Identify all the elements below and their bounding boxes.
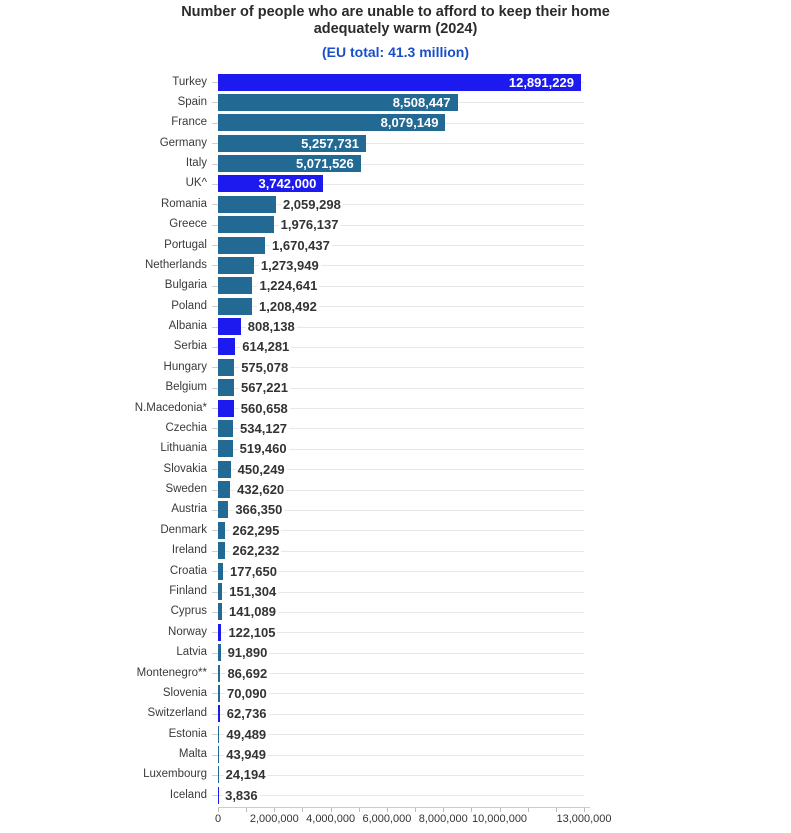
row-gridline <box>218 795 584 796</box>
value-label: 122,105 <box>228 624 276 640</box>
bar-ireland <box>218 542 225 559</box>
bar-estonia <box>218 726 219 743</box>
x-axis-tick-label: 0 <box>214 813 222 825</box>
bar-albania <box>218 318 241 335</box>
category-label: N.Macedonia* <box>134 401 207 414</box>
row-gridline <box>218 775 584 776</box>
row-gridline <box>218 714 584 715</box>
category-label: Estonia <box>168 727 207 740</box>
category-label: Switzerland <box>147 707 207 720</box>
category-label: Denmark <box>160 523 207 536</box>
category-label: Netherlands <box>144 258 207 271</box>
chart-title-line1: Number of people who are unable to afford to keep their home <box>181 4 610 20</box>
value-label: 151,304 <box>229 584 277 599</box>
x-axis-tick <box>246 808 247 812</box>
category-label: Albania <box>168 320 207 333</box>
category-label: Turkey <box>172 75 207 88</box>
bar-netherlands <box>218 257 254 274</box>
x-axis-tick <box>359 808 360 812</box>
bar-latvia <box>218 644 221 661</box>
value-label: 62,736 <box>226 706 267 722</box>
value-label: 614,281 <box>242 339 290 355</box>
category-label: Austria <box>171 503 207 516</box>
category-label: Norway <box>168 625 207 638</box>
bar-czechia <box>218 420 233 437</box>
value-label: 70,090 <box>226 685 267 701</box>
category-label: Montenegro** <box>136 666 207 679</box>
x-axis-tick <box>387 808 388 812</box>
value-label: 1,208,492 <box>259 298 317 314</box>
value-label: 5,071,526 <box>295 156 354 172</box>
bar-slovenia <box>218 685 220 702</box>
chart-title-line2: adequately warm (2024) <box>313 20 478 37</box>
bar-luxembourg <box>218 766 219 783</box>
category-label: Ireland <box>171 544 207 557</box>
category-label: Poland <box>171 299 207 312</box>
bar-romania <box>218 196 276 213</box>
value-label: 366,350 <box>235 502 283 518</box>
category-label: Luxembourg <box>143 768 207 781</box>
x-axis-tick <box>443 808 444 812</box>
x-axis-tick-label: 4,000,000 <box>306 813 356 825</box>
value-label: 24,194 <box>225 767 266 783</box>
bar-norway <box>218 624 221 641</box>
bar-poland <box>218 298 252 315</box>
value-label: 12,891,229 <box>508 74 574 90</box>
category-label: Bulgaria <box>164 279 207 292</box>
x-axis-tick <box>331 808 332 812</box>
category-label: Finland <box>169 585 207 597</box>
value-label: 808,138 <box>247 319 295 335</box>
x-axis-tick <box>528 808 529 812</box>
value-label: 141,089 <box>228 604 276 620</box>
bar-slovakia <box>218 461 231 478</box>
category-label: Greece <box>169 218 207 231</box>
x-axis-tick-label: 6,000,000 <box>362 813 412 825</box>
bar-montenegro <box>218 665 220 682</box>
category-label: UK^ <box>185 177 207 190</box>
bar-hungary <box>218 359 234 376</box>
x-axis-tick <box>302 808 303 812</box>
x-axis-tick-label: 8,000,000 <box>418 813 468 825</box>
value-label: 534,127 <box>240 420 288 436</box>
category-label: Latvia <box>176 646 207 659</box>
row-gridline <box>218 734 584 735</box>
category-label: Sweden <box>165 483 207 496</box>
value-label: 2,059,298 <box>282 196 341 212</box>
x-axis-tick <box>471 808 472 812</box>
x-axis-tick <box>218 808 219 812</box>
category-label: Hungary <box>163 360 207 373</box>
value-label: 567,221 <box>240 380 288 396</box>
x-axis-tick <box>584 808 585 812</box>
category-label: Slovenia <box>162 686 207 699</box>
bar-portugal <box>218 237 265 254</box>
value-label: 49,489 <box>226 726 267 742</box>
category-label: Romania <box>160 197 207 210</box>
bar-croatia <box>218 563 223 580</box>
category-label: Lithuania <box>160 442 207 455</box>
category-label: Czechia <box>165 421 207 434</box>
row-gridline <box>218 693 584 694</box>
category-label: France <box>171 116 207 129</box>
category-label: Malta <box>178 748 207 761</box>
chart-subtitle: (EU total: 41.3 million) <box>321 44 469 60</box>
value-label: 560,658 <box>240 400 288 416</box>
category-label: Spain <box>177 95 207 108</box>
value-label: 3,742,000 <box>258 176 317 192</box>
bar-cyprus <box>218 603 222 620</box>
value-label: 8,079,149 <box>380 115 439 131</box>
bar-lithuania <box>218 440 233 457</box>
category-label: Portugal <box>164 238 207 251</box>
x-axis-tick-label: 10,000,000 <box>472 813 528 825</box>
bar-switzerland <box>218 705 220 722</box>
row-gridline <box>218 673 584 674</box>
value-label: 262,232 <box>232 543 280 559</box>
bar-belgium <box>218 379 234 396</box>
bar-nmacedonia <box>218 400 234 417</box>
bar-denmark <box>218 522 225 539</box>
category-label: Croatia <box>169 564 207 577</box>
value-label: 43,949 <box>226 747 266 763</box>
value-label: 575,078 <box>241 359 289 375</box>
bar-finland <box>218 583 222 600</box>
x-axis-tick-label: 2,000,000 <box>249 813 299 825</box>
value-label: 1,976,137 <box>280 217 339 233</box>
value-label: 8,508,447 <box>392 94 451 110</box>
category-label: Cyprus <box>170 605 207 618</box>
value-label: 5,257,731 <box>301 135 360 151</box>
value-label: 91,890 <box>227 645 268 661</box>
value-label: 3,836 <box>225 787 258 803</box>
value-label: 177,650 <box>230 563 277 579</box>
category-label: Italy <box>185 157 207 170</box>
x-axis-tick <box>556 808 557 812</box>
value-label: 1,224,641 <box>259 278 318 294</box>
value-label: 1,670,437 <box>272 237 330 253</box>
bar-sweden <box>218 481 230 498</box>
value-label: 262,295 <box>232 522 280 538</box>
row-gridline <box>218 755 584 756</box>
value-label: 450,249 <box>237 461 285 477</box>
category-label: Belgium <box>165 381 207 394</box>
value-label: 432,620 <box>237 482 285 498</box>
x-axis-tick <box>500 808 501 812</box>
category-label: Serbia <box>173 340 207 353</box>
value-label: 1,273,949 <box>260 257 319 273</box>
x-axis-tick <box>415 808 416 812</box>
bar-greece <box>218 216 274 233</box>
category-label: Germany <box>159 136 207 149</box>
bar-austria <box>218 501 228 518</box>
x-axis-tick <box>274 808 275 812</box>
row-gridline <box>218 653 584 654</box>
category-label: Slovakia <box>163 462 207 475</box>
bar-bulgaria <box>218 277 252 294</box>
value-label: 519,460 <box>239 441 287 457</box>
x-axis-tick-label: 13,000,000 <box>556 813 612 825</box>
bar-serbia <box>218 338 235 355</box>
category-label: Iceland <box>169 788 207 801</box>
value-label: 86,692 <box>227 665 268 681</box>
bar-malta <box>218 746 219 763</box>
